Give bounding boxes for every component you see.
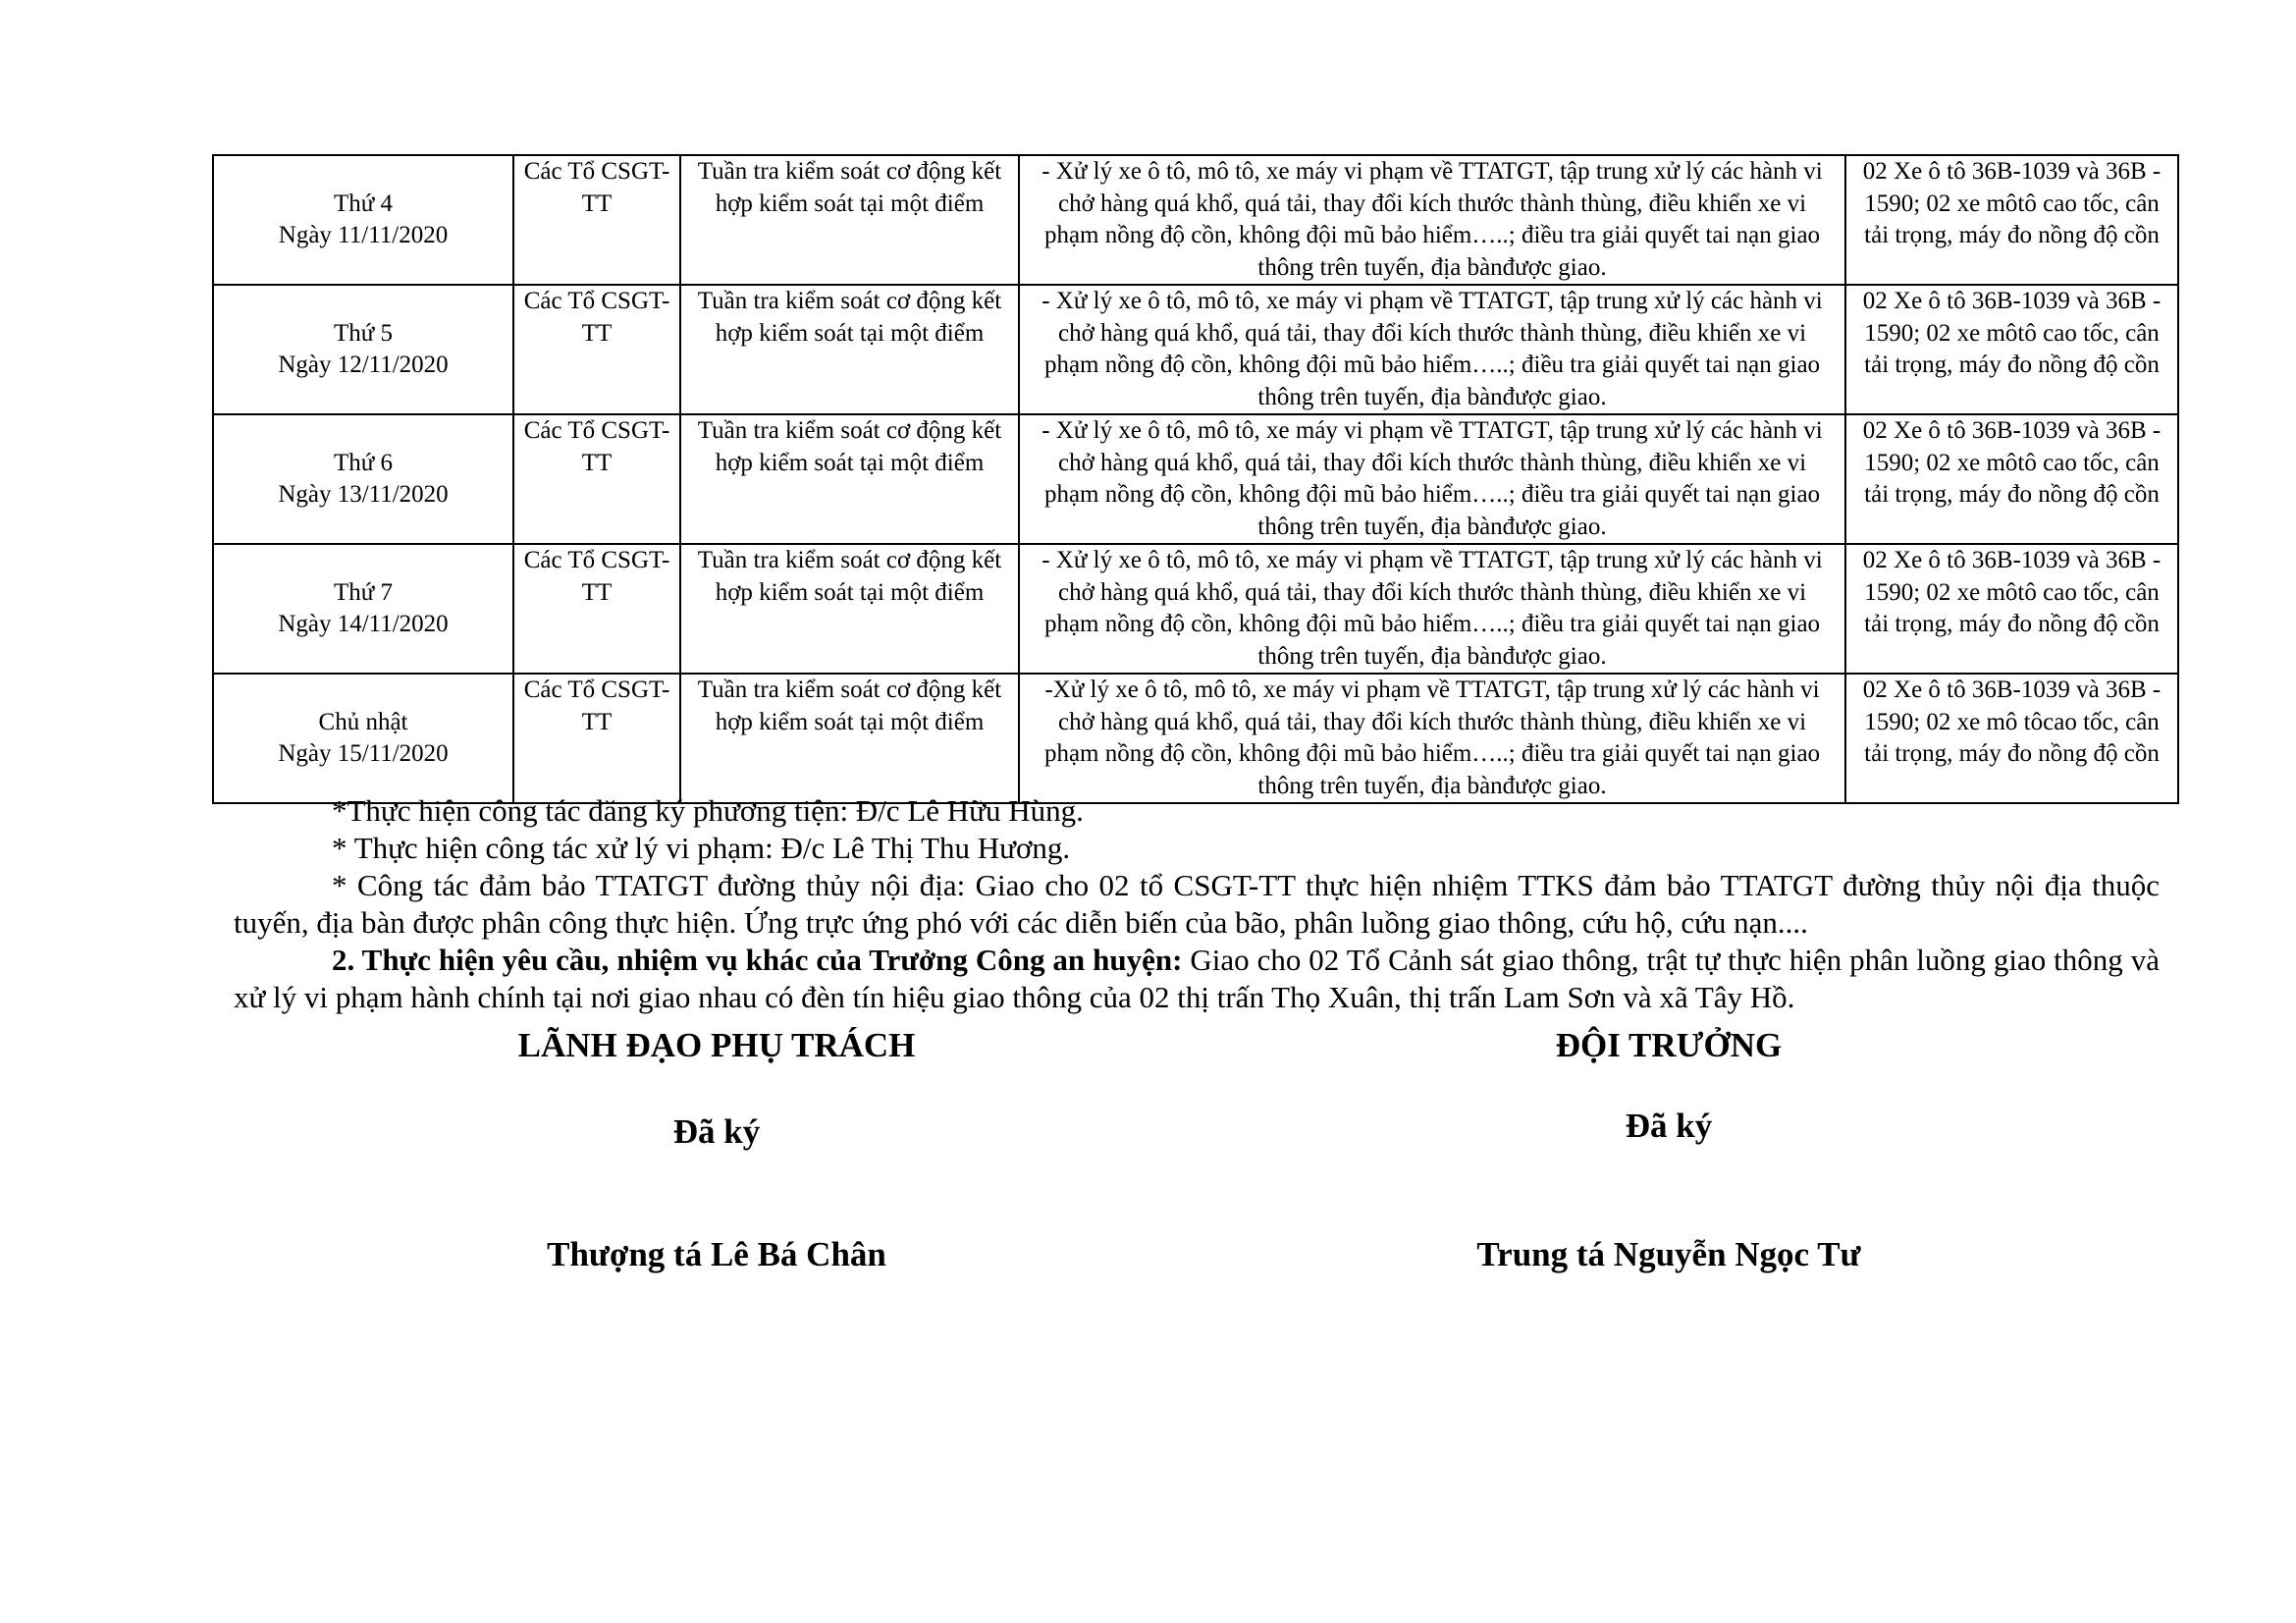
content-cell: -Xử lý xe ô tô, mô tô, xe máy vi phạm về TTATGT, tập trung xử lý các hành vi chở hàng quá khổ, quá tải, thay đổi kích thước thành thùng, điều khiển xe vi phạm nồng độ cồn, không đội mũ bảo hiểm…..; điều tra giải quyết tai nạn giao thông trên tuyến, địa bànđược giao. — [1019, 674, 1845, 803]
day-date: Ngày 14/11/2020 — [278, 611, 449, 637]
means-cell: 02 Xe ô tô 36B-1039 và 36B - 1590; 02 xe môtô cao tốc, cân tải trọng, máy đo nồng độ cồn — [1845, 544, 2178, 674]
day-name: Thứ 6 — [333, 449, 394, 476]
note-waterway: * Công tác đảm bảo TTATGT đường thủy nội địa: Giao cho 02 tổ CSGT-TT thực hiện nhiệm TTKS đảm bảo TTATGT đường thủy nội địa thuộc tuyến, địa bàn được phân công thực hiện. Ứng trực ứng phó với các diễn biến của bão, phân luồng giao thông, cứu hộ, cứu nạn.... — [234, 868, 2160, 940]
day-date: Ngày 11/11/2020 — [278, 222, 449, 248]
table-row — [213, 285, 2178, 414]
day-cell — [213, 414, 513, 544]
content-cell: - Xử lý xe ô tô, mô tô, xe máy vi phạm về TTATGT, tập trung xử lý các hành vi chở hàng quá khổ, quá tải, thay đổi kích thước thành thùng, điều khiển xe vi phạm nồng độ cồn, không đội mũ bảo hiểm…..; điều tra giải quyết tai nạn giao thông trên tuyến, địa bànđược giao. — [1019, 544, 1845, 674]
form-cell: Tuần tra kiểm soát cơ động kết hợp kiểm soát tại một điểm — [680, 285, 1019, 414]
content-cell: - Xử lý xe ô tô, mô tô, xe máy vi phạm về TTATGT, tập trung xử lý các hành vi chở hàng quá khổ, quá tải, thay đổi kích thước thành thùng, điều khiển xe vi phạm nồng độ cồn, không đội mũ bảo hiểm…..; điều tra giải quyết tai nạn giao thông trên tuyến, địa bànđược giao. — [1019, 285, 1845, 414]
day-name: Thứ 4 — [333, 189, 394, 217]
unit-cell: Các Tổ CSGT-TT — [513, 674, 680, 803]
right-signer-title: ĐỘI TRƯỞNG — [1555, 1026, 1783, 1064]
section-2-heading: 2. Thực hiện yêu cầu, nhiệm vụ khác của Trưởng Công an huyện: — [332, 943, 1183, 977]
right-signed-mark: Đã ký — [1625, 1107, 1713, 1145]
day-date: Ngày 15/11/2020 — [278, 740, 449, 767]
table-row — [213, 414, 2178, 544]
unit-cell: Các Tổ CSGT-TT — [513, 414, 680, 544]
day-cell — [213, 155, 513, 285]
content-cell: - Xử lý xe ô tô, mô tô, xe máy vi phạm về TTATGT, tập trung xử lý các hành vi chở hàng quá khổ, quá tải, thay đổi kích thước thành thùng, điều khiển xe vi phạm nồng độ cồn, không đội mũ bảo hiểm…..; điều tra giải quyết tai nạn giao thông trên tuyến, địa bànđược giao. — [1019, 414, 1845, 544]
content-cell: - Xử lý xe ô tô, mô tô, xe máy vi phạm về TTATGT, tập trung xử lý các hành vi chở hàng quá khổ, quá tải, thay đổi kích thước thành thùng, điều khiển xe vi phạm nồng độ cồn, không đội mũ bảo hiểm…..; điều tra giải quyết tai nạn giao thông trên tuyến, địa bànđược giao. — [1019, 155, 1845, 285]
right-signer-name: Trung tá Nguyễn Ngọc Tư — [1476, 1235, 1861, 1273]
unit-cell: Các Tổ CSGT-TT — [513, 544, 680, 674]
section-2-body: Giao cho 02 Tổ Cảnh sát giao thông, trật tự thực hiện phân luồng giao thông và xử lý vi phạm hành chính tại nơi giao nhau có đèn tín hiệu giao thông của 02 thị trấn Thọ Xuân, thị trấn Lam Sơn và xã Tây Hồ. — [234, 943, 2160, 1014]
note-registration: *Thực hiện công tác đăng ký phương tiện: Đ/c Lê Hữu Hùng. — [332, 793, 1084, 828]
schedule-table — [212, 154, 2179, 804]
day-date: Ngày 13/11/2020 — [278, 481, 449, 508]
form-cell: Tuần tra kiểm soát cơ động kết hợp kiểm soát tại một điểm — [680, 674, 1019, 803]
day-name: Chủ nhật — [318, 708, 408, 735]
means-cell: 02 Xe ô tô 36B-1039 và 36B - 1590; 02 xe môtô cao tốc, cân tải trọng, máy đo nồng độ cồn — [1845, 414, 2178, 544]
day-name: Thứ 7 — [333, 578, 394, 606]
means-cell: 02 Xe ô tô 36B-1039 và 36B - 1590; 02 xe mô tôcao tốc, cân tải trọng, máy đo nồng độ cồn — [1845, 674, 2178, 803]
unit-cell: Các Tổ CSGT-TT — [513, 285, 680, 414]
form-cell: Tuần tra kiểm soát cơ động kết hợp kiểm soát tại một điểm — [680, 155, 1019, 285]
day-date: Ngày 12/11/2020 — [278, 352, 449, 378]
table-row — [213, 544, 2178, 674]
section-2-paragraph — [234, 942, 2160, 1016]
table-row — [213, 674, 2178, 803]
means-cell: 02 Xe ô tô 36B-1039 và 36B - 1590; 02 xe môtô cao tốc, cân tải trọng, máy đo nồng độ cồn — [1845, 285, 2178, 414]
day-cell — [213, 544, 513, 674]
form-cell: Tuần tra kiểm soát cơ động kết hợp kiểm soát tại một điểm — [680, 544, 1019, 674]
left-signer-name: Thượng tá Lê Bá Chân — [547, 1235, 886, 1273]
unit-cell: Các Tổ CSGT-TT — [513, 155, 680, 285]
day-cell — [213, 674, 513, 803]
day-cell — [213, 285, 513, 414]
left-signer-title: LÃNH ĐẠO PHỤ TRÁCH — [517, 1026, 916, 1064]
day-name: Thứ 5 — [333, 319, 394, 347]
notes-section — [234, 792, 2160, 1016]
means-cell: 02 Xe ô tô 36B-1039 và 36B - 1590; 02 xe môtô cao tốc, cân tải trọng, máy đo nồng độ cồn — [1845, 155, 2178, 285]
table-row — [213, 155, 2178, 285]
note-violations: * Thực hiện công tác xử lý vi phạm: Đ/c Lê Thị Thu Hương. — [332, 831, 1071, 865]
left-signed-mark: Đã ký — [672, 1112, 761, 1151]
form-cell: Tuần tra kiểm soát cơ động kết hợp kiểm soát tại một điểm — [680, 414, 1019, 544]
